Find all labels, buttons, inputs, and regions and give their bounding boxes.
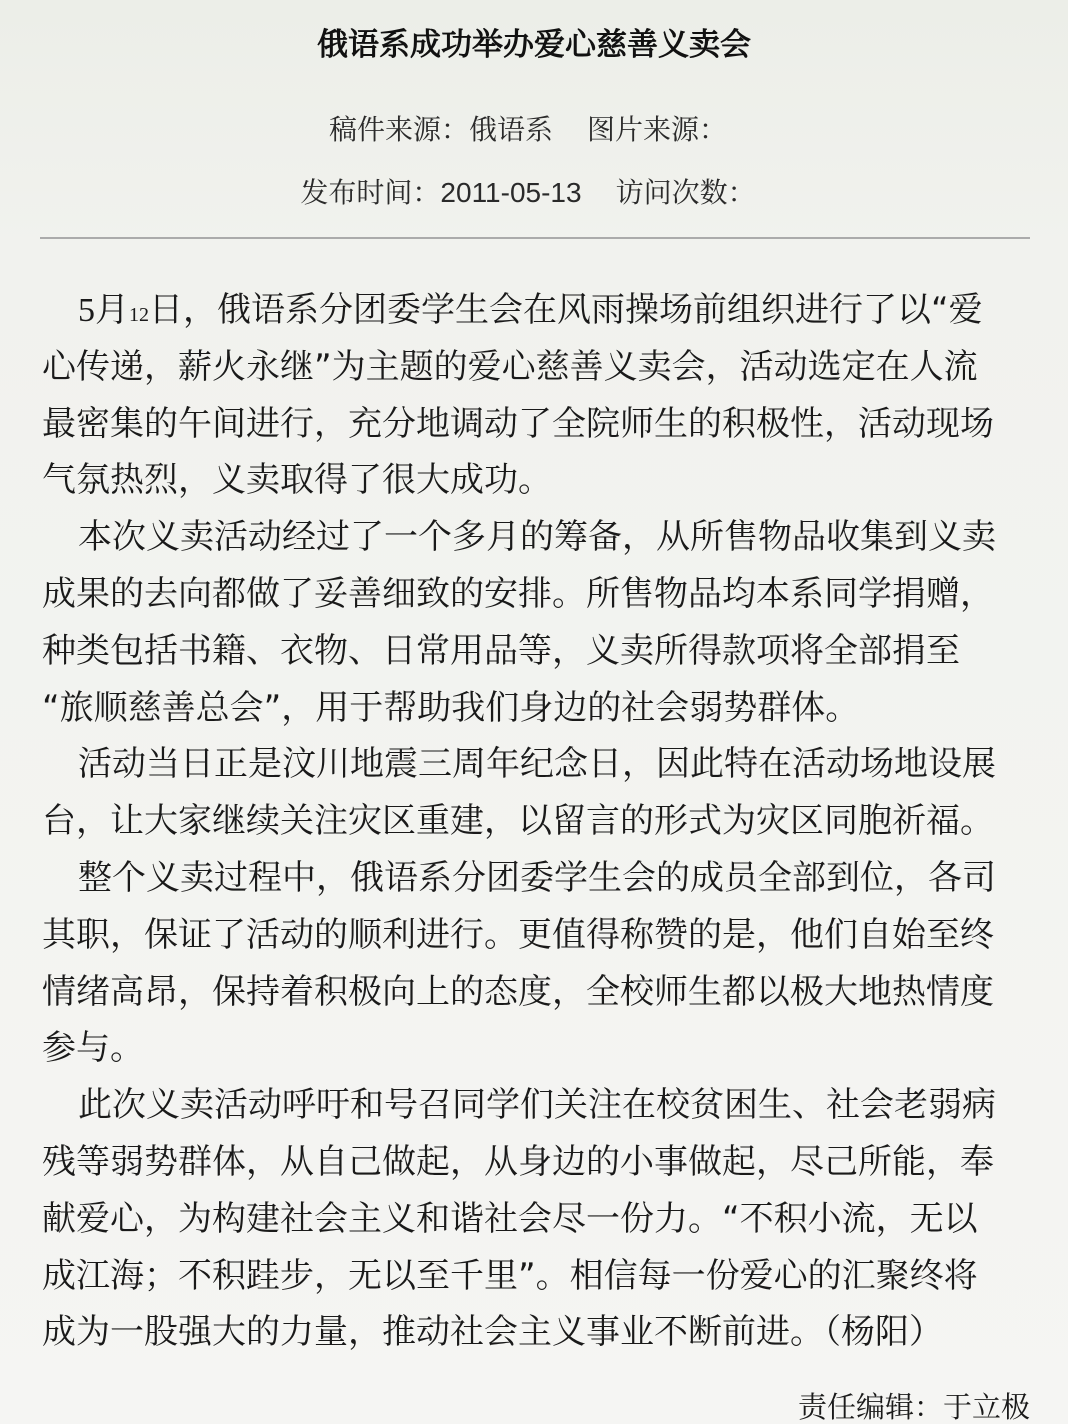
paragraph-line: 献爱心，为构建社会主义和谐社会尽一份力。“不积小流，无以 — [42, 1198, 978, 1239]
editor-label: 责任编辑： — [797, 1390, 943, 1424]
header-divider — [40, 237, 1030, 239]
paragraph-1 — [42, 282, 1032, 509]
paragraph-3 — [42, 736, 1032, 850]
paragraph-2 — [42, 509, 1032, 736]
paragraph-line: 心传递，薪火永继”为主题的爱心慈善义卖会，活动选定在人流 — [42, 346, 978, 387]
paragraph-line: 气氛热烈，义卖取得了很大成功。 — [42, 460, 552, 501]
paragraph-line: 最密集的午间进行，充分地调动了全院师生的积极性，活动现场 — [42, 403, 994, 444]
paragraph-5 — [42, 1077, 1032, 1361]
paragraph-line: “旅顺慈善总会”，用于帮助我们身边的社会弱势群体。 — [42, 687, 860, 728]
paragraph-line: 残等弱势群体，从自己做起，从身边的小事做起，尽己所能，奉 — [42, 1141, 994, 1182]
paragraph-line-text: 日，俄语系分团委学生会在风雨操场前组织进行了以“爱 — [149, 290, 983, 330]
paragraph-line: 种类包括书籍、衣物、日常用品等，义卖所得款项将全部捐至 — [42, 630, 960, 671]
paragraph-line: 台，让大家继续关注灾区重建，以留言的形式为灾区同胞祈福。 — [42, 801, 994, 842]
paragraph-line: 整个义卖过程中，俄语系分团委学生会的成员全部到位，各司 — [78, 857, 996, 898]
image-source-label: 图片来源： — [587, 113, 728, 146]
paragraph-4 — [42, 850, 1032, 1077]
visits-label: 访问次数： — [615, 176, 756, 209]
paragraph-line: 其职，保证了活动的顺利进行。更值得称赞的是，他们自始至终 — [42, 914, 994, 955]
paragraph-line: 活动当日正是汶川地震三周年纪念日，因此特在活动场地设展 — [78, 744, 996, 785]
source-label: 稿件来源： — [328, 113, 469, 146]
date-month-number: 5 — [78, 292, 95, 329]
paragraph-line: 参与。 — [42, 1028, 144, 1069]
paragraph-line: 成为一股强大的力量，推动社会主义事业不断前进。（杨阳） — [42, 1312, 943, 1353]
date-day-number: 12 — [129, 304, 149, 326]
article-body — [42, 282, 1032, 1361]
paragraph-line — [42, 282, 1032, 339]
paragraph-line: 情绪高昂，保持着积极向上的态度，全校师生都以极大地热情度 — [42, 971, 994, 1012]
paragraph-line: 成江海；不积跬步，无以至千里”。相信每一份爱心的汇聚终将 — [42, 1255, 978, 1296]
publish-date: 2011-05-13 — [440, 177, 582, 208]
source-value: 俄语系 — [468, 113, 553, 146]
paragraph-line: 此次义卖活动呼吁和号召同学们关注在校贫困生、社会老弱病 — [78, 1085, 996, 1126]
responsible-editor — [798, 1392, 1030, 1422]
paragraph-line: 成果的去向都做了妥善细致的安排。所售物品均本系同学捐赠， — [42, 573, 994, 614]
article-meta-sources — [0, 110, 1068, 150]
publish-label: 发布时间： — [300, 176, 441, 209]
paragraph-line: 本次义卖活动经过了一个多月的筹备，从所售物品收集到义卖 — [78, 517, 996, 558]
article-title: 俄语系成功举办爱心慈善义卖会 — [317, 27, 751, 63]
editor-name: 于立极 — [942, 1390, 1030, 1424]
article-meta-publish — [0, 173, 1068, 213]
date-month-char: 月 — [95, 290, 129, 330]
